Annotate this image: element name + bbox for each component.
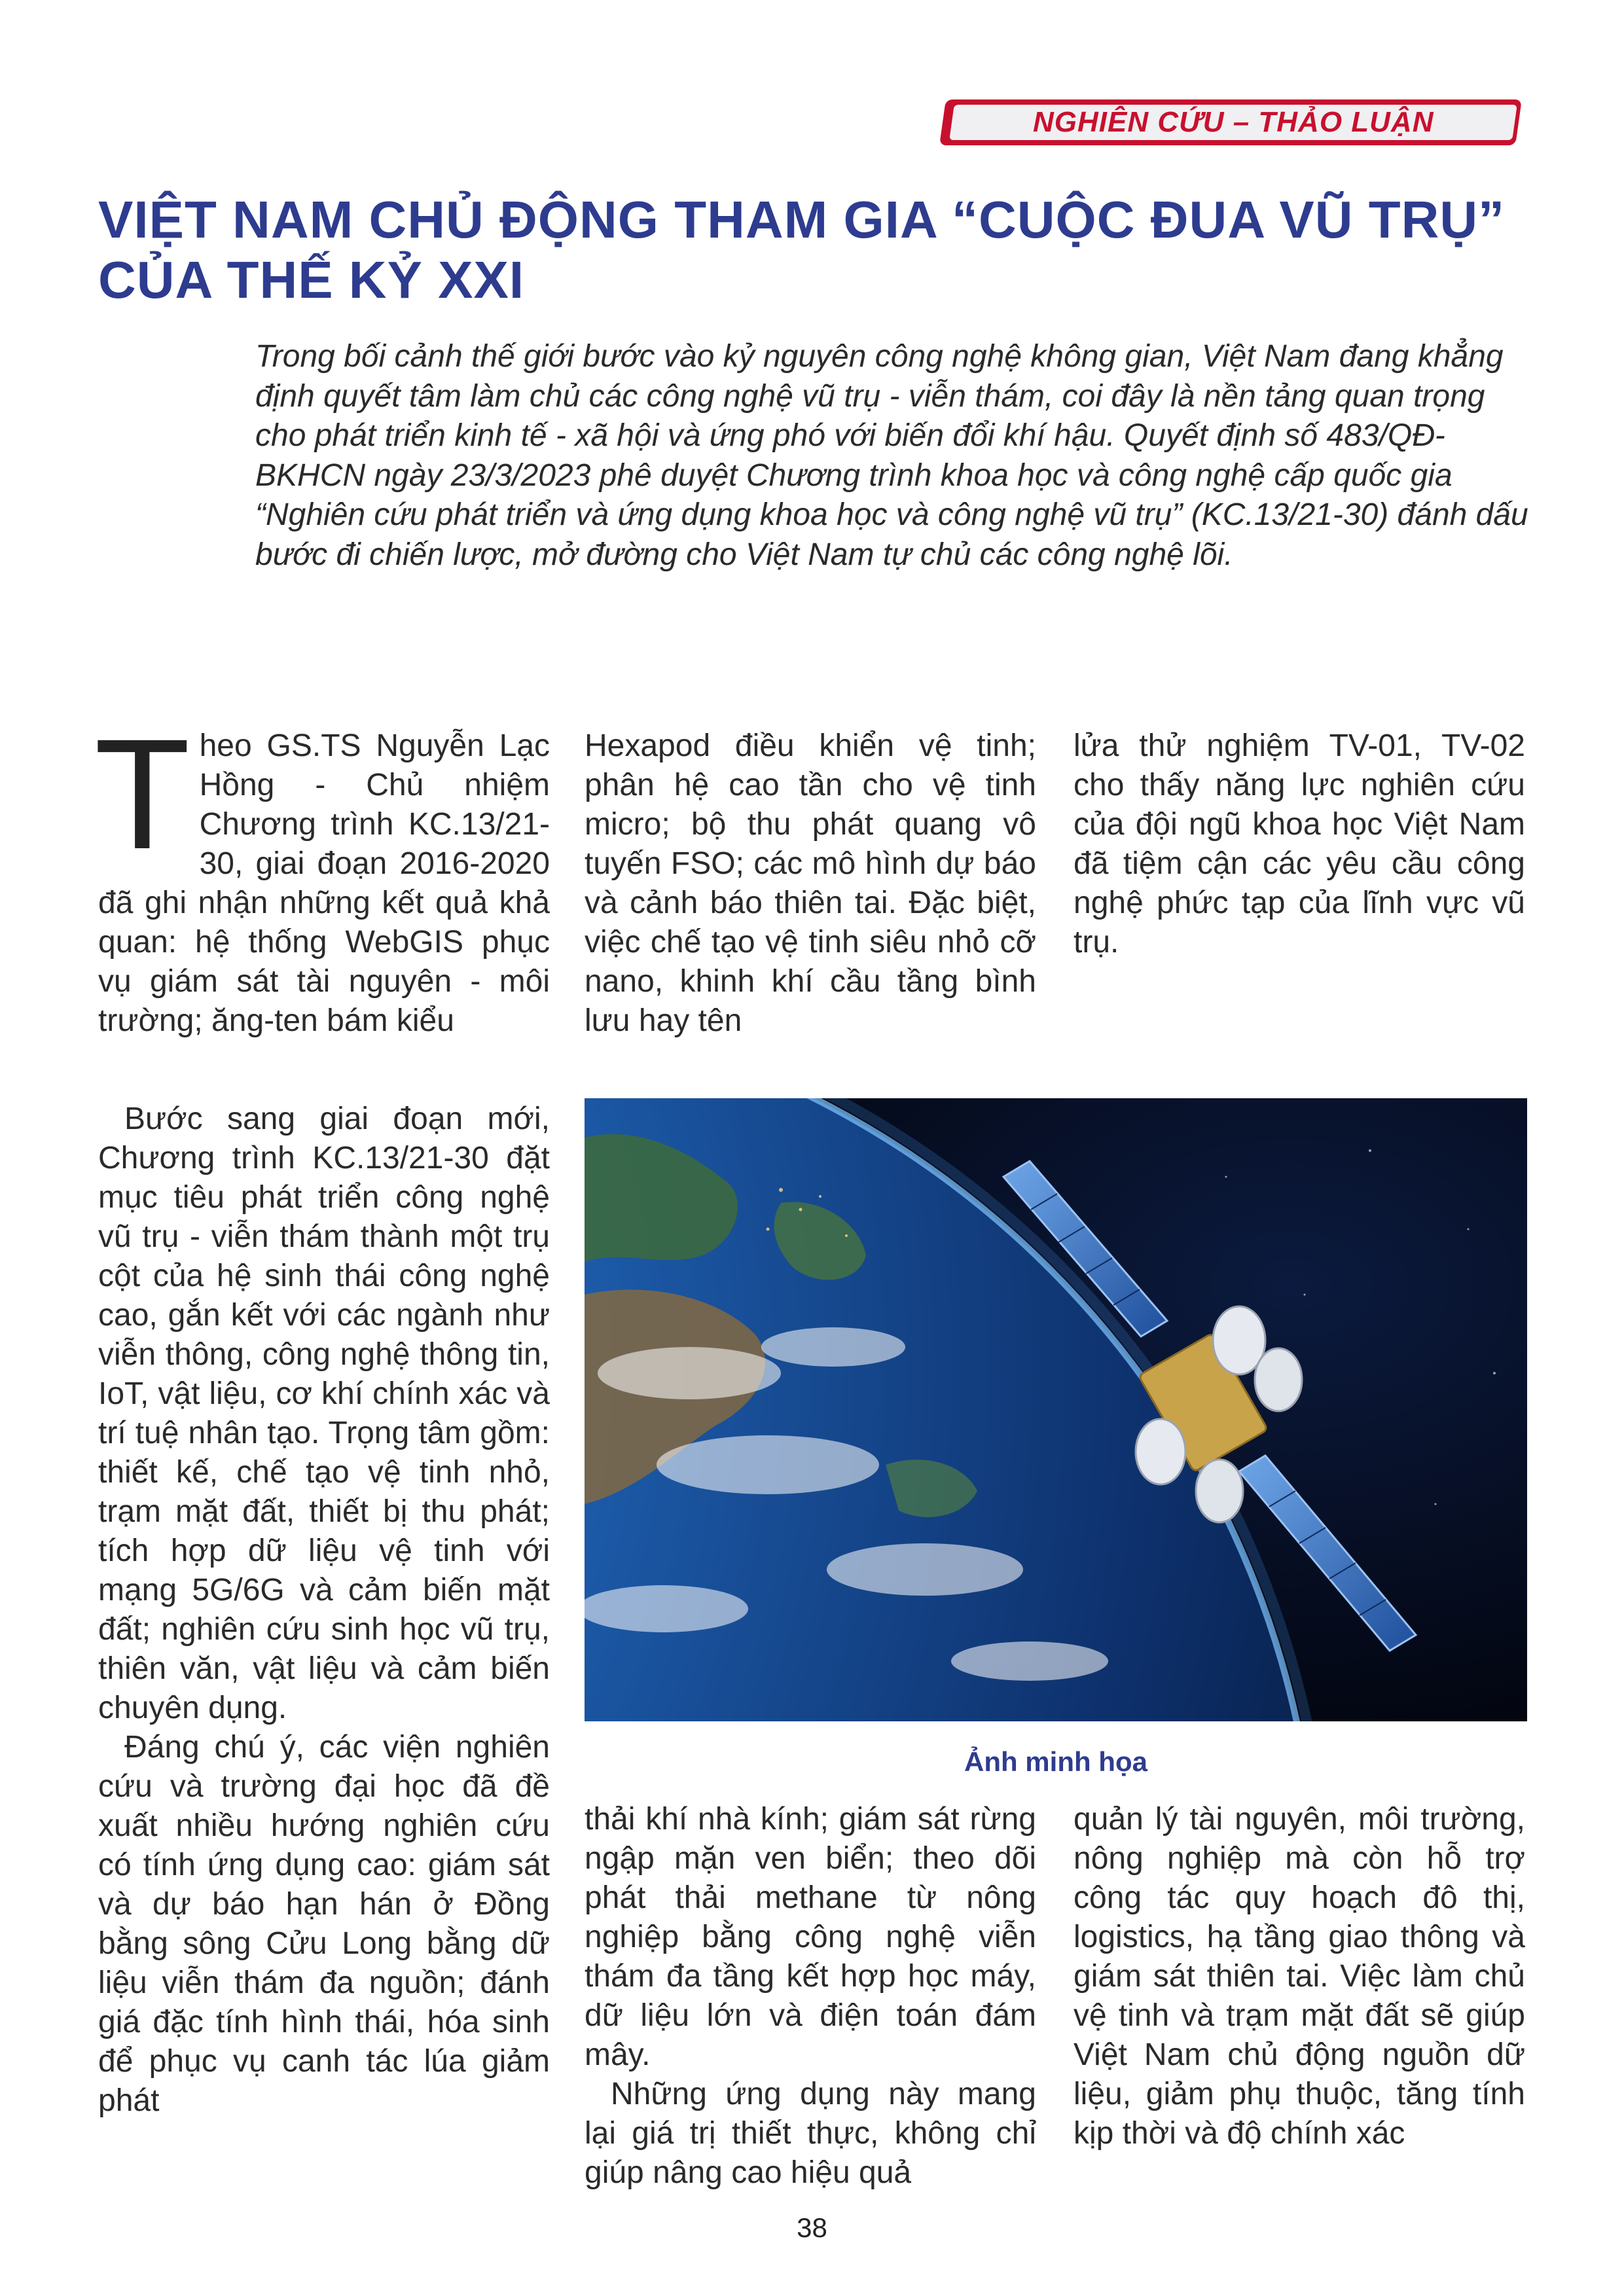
body-paragraph: lửa thử nghiệm TV-01, TV-02 cho thấy năng lực nghiên cứu của đội ngũ khoa học Việt Nam đã tiệm cận các yêu cầu công nghệ phức tạp của lĩnh vực vũ trụ.: [1074, 728, 1525, 960]
article-title: VIỆT NAM CHỦ ĐỘNG THAM GIA “CUỘC ĐUA VŨ TRỤ” CỦA THẾ KỶ XXI: [98, 190, 1506, 309]
body-paragraph: thải khí nhà kính; giám sát rừng ngập mặn ven biển; theo dõi phát thải methane từ nông nghiệp bằng công nghệ viễn thám đa tầng kết hợp học máy, dữ liệu lớn và điện toán đám mây.: [585, 1802, 1036, 2072]
body-column-2-bottom: [585, 1800, 1036, 2193]
body-column-3-top: [1074, 726, 1525, 962]
illustration-image: [585, 1098, 1527, 1721]
body-paragraph: Hexapod điều khiển vệ tinh; phân hệ cao tần cho vệ tinh micro; bộ thu phát quang vô tuyến FSO; các mô hình dự báo và cảnh báo thiên tai. Đặc biệt, việc chế tạo vệ tinh siêu nhỏ cỡ nano, khinh khí cầu tầng bình lưu hay tên: [585, 728, 1036, 1038]
body-column-1-bottom: [98, 1100, 550, 2121]
body-paragraph: Đáng chú ý, các viện nghiên cứu và trường đại học đã đề xuất nhiều hướng nghiên cứu có tính ứng dụng cao: giám sát và dự báo hạn hán ở Đồng bằng sông Cửu Long bằng dữ liệu viễn thám đa nguồn; đánh giá đặc tính hình thái, hóa sinh để phục vụ canh tác lúa giảm phát: [98, 1730, 550, 2118]
drop-cap: T: [94, 706, 190, 882]
body-column-3-bottom: [1074, 1800, 1525, 2153]
body-paragraph: Những ứng dụng này mang lại giá trị thiết thực, không chỉ giúp nâng cao hiệu quả: [585, 2077, 1036, 2190]
page-number: 38: [797, 2212, 827, 2243]
section-tag-box: [949, 105, 1517, 140]
body-column-2-top: [585, 726, 1036, 1041]
body-paragraph: quản lý tài nguyên, môi trường, nông nghiệp mà còn hỗ trợ công tác quy hoạch đô thị, logistics, hạ tầng giao thông và giám sát thiên tai. Việc làm chủ vệ tinh và trạm mặt đất sẽ giúp Việt Nam chủ động nguồn dữ liệu, giảm phụ thuộc, tăng tính kịp thời và độ chính xác: [1074, 1802, 1525, 2151]
body-paragraph: Bước sang giai đoạn mới, Chương trình KC.13/21-30 đặt mục tiêu phát triển công nghệ vũ trụ - viễn thám thành một trụ cột của hệ sinh thái công nghệ cao, gắn kết với các ngành như viễn thông, công nghệ thông tin, IoT, vật liệu, cơ khí chính xác và trí tuệ nhân tạo. Trọng tâm gồm: thiết kế, chế tạo vệ tinh nhỏ, trạm mặt đất, thiết bị thu phát; tích hợp dữ liệu vệ tinh với mạng 5G/6G và cảm biến mặt đất; nghiên cứu sinh học vũ trụ, thiên văn, vật liệu và cảm biến chuyên dụng.: [98, 1102, 550, 1725]
article-lead: Trong bối cảnh thế giới bước vào kỷ nguyên công nghệ không gian, Việt Nam đang khẳng định quyết tâm làm chủ các công nghệ vũ trụ - viễn thám, coi đây là nền tảng quan trọng cho phát triển kinh tế - xã hội và ứng phó với biến đổi khí hậu. Quyết định số 483/QĐ-BKHCN ngày 23/3/2023 phê duyệt Chương trình khoa học và công nghệ cấp quốc gia “Nghiên cứu phát triển và ứng dụng khoa học và công nghệ vũ trụ” (KC.13/21-30) đánh dấu bước đi chiến lược, mở đường cho Việt Nam tự chủ các công nghệ lõi.: [255, 339, 1528, 572]
satellite-earth-illustration: [585, 1098, 1527, 1721]
figure-caption: Ảnh minh họa: [964, 1746, 1147, 1777]
section-tag-label: NGHIÊN CỨU – THẢO LUẬN: [1032, 106, 1434, 138]
body-paragraph: heo GS.TS Nguyễn Lạc Hồng - Chủ nhiệm Chương trình KC.13/21-30, giai đoạn 2016-2020 đã ghi nhận những kết quả khả quan: hệ thống WebGIS phục vụ giám sát tài nguyên - môi trường; ăng-ten bám kiểu: [98, 728, 550, 1038]
section-tag: [939, 99, 1522, 145]
body-column-1-top: [94, 706, 550, 1041]
